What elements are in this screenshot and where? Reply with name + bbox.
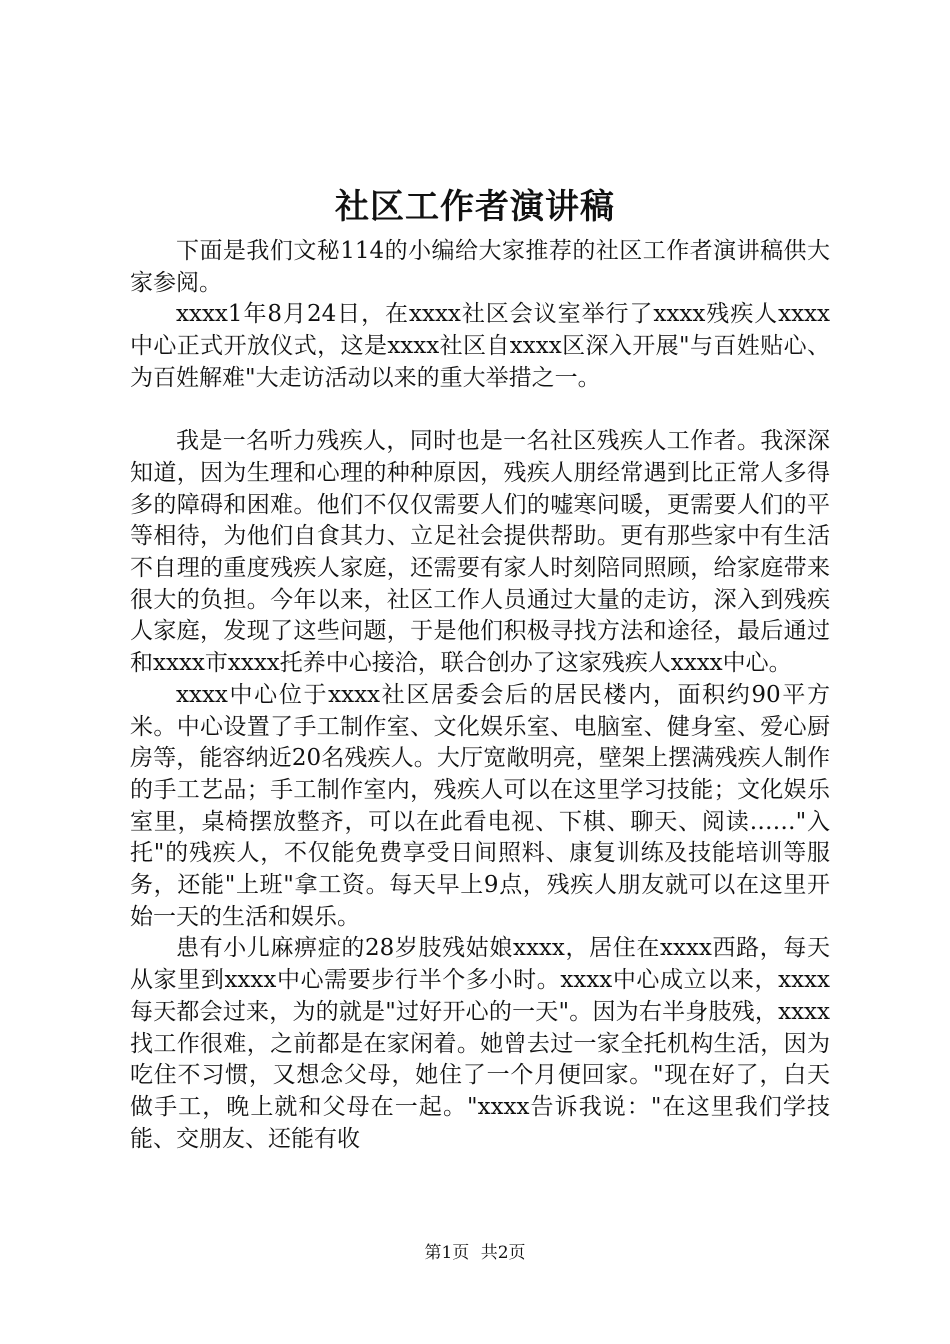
document-body — [130, 236, 830, 1155]
page-footer: 第1页 共2页 — [424, 1243, 526, 1263]
paragraph-center-description: xxxx中心位于xxxx社区居委会后的居民楼内，面积约90平方米。中心设置了手工制作室、文化娱乐室、电脑室、健身室、爱心厨房等，能容纳近20名残疾人。大厅宽敞明亮，壁架上摆满残疾人制作的手工艺品；手工制作室内，残疾人可以在这里学习技能；文化娱乐室里，桌椅摆放整齐，可以在此看电视、下棋、聊天、阅读……"入托"的残疾人，不仅能免费享受日间照料、康复训练及技能培训等服务，还能"上班"拿工资。每天早上9点，残疾人朋友就可以在这里开始一天的生活和娱乐。 — [130, 681, 830, 930]
paragraph-resident-story: 患有小儿麻痹症的28岁肢残姑娘xxxx，居住在xxxx西路，每天从家里到xxxx中心需要步行半个多小时。xxxx中心成立以来，xxxx每天都会过来，为的就是"过好开心的一天"。因为右半身肢残，xxxx找工作很难，之前都是在家闲着。她曾去过一家全托机构生活，因为吃住不习惯，又想念父母，她住了一个月便回家。"现在好了，白天做手工，晚上就和父母在一起。"xxxx告诉我说："在这里我们学技能、交朋友、还能有收 — [130, 935, 830, 1152]
paragraph-intro: 下面是我们文秘114的小编给大家推荐的社区工作者演讲稿供大家参阅。 — [130, 238, 830, 296]
document-title: 社区工作者演讲稿 — [335, 187, 615, 227]
paragraph-ceremony: xxxx1年8月24日，在xxxx社区会议室举行了xxxx残疾人xxxx中心正式开放仪式，这是xxxx社区自xxxx区深入开展"与百姓贴心、为百姓解难"大走访活动以来的重大举措之一。 — [130, 301, 830, 391]
paragraph-self-introduction: 我是一名听力残疾人，同时也是一名社区残疾人工作者。我深深知道，因为生理和心理的种种原因，残疾人朋经常遇到比正常人多得多的障碍和困难。他们不仅仅需要人们的嘘寒问暖，更需要人们的平等相待，为他们自食其力、立足社会提供帮助。更有那些家中有生活不自理的重度残疾人家庭，还需要有家人时刻陪同照顾，给家庭带来很大的负担。今年以来，社区工作人员通过大量的走访，深入到残疾人家庭，发现了这些问题，于是他们积极寻找方法和途径，最后通过和xxxx市xxxx托养中心接洽，联合创办了这家残疾人xxxx中心。 — [130, 428, 830, 677]
